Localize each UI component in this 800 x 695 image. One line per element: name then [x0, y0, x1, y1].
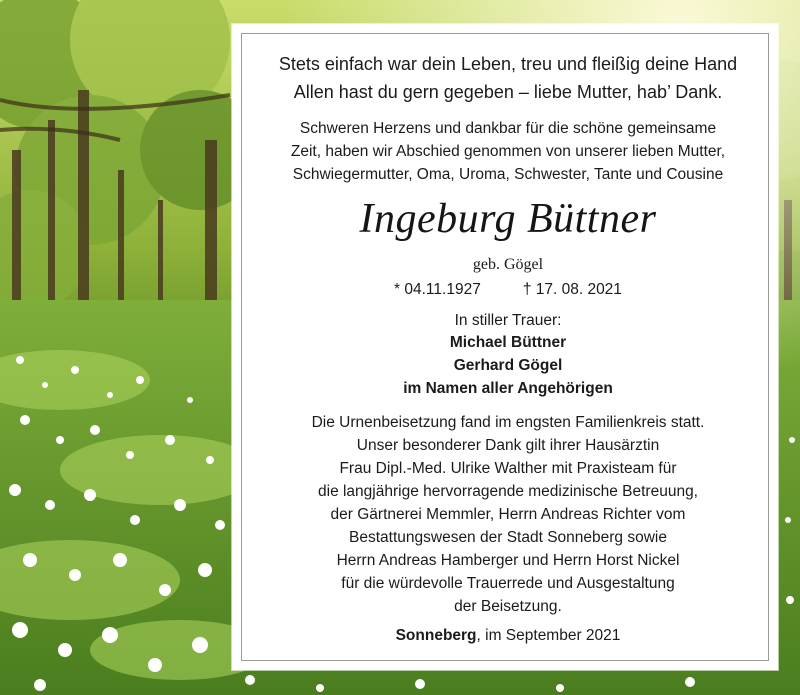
message-line: Frau Dipl.-Med. Ulrike Walther mit Praxisteam für [339, 460, 677, 477]
mourners-heading: In stiller Trauer: [454, 312, 562, 329]
obituary-card [232, 24, 778, 670]
intro-line-1: Schweren Herzens und dankbar für die schöne gemeinsame [299, 120, 717, 137]
message-line: der Beisetzung. [454, 598, 562, 615]
mourner-name: Michael Büttner [449, 334, 567, 351]
footer-place-date [235, 627, 781, 645]
footer-place: Sonneberg [395, 627, 477, 644]
intro-line-3: Schwiegermutter, Oma, Uroma, Schwester, Tante und Cousine [292, 166, 724, 183]
message-line: für die würdevolle Trauerrede und Ausgestaltung [341, 575, 675, 592]
obituary-content [235, 27, 781, 673]
mourner-name: im Namen aller Angehörigen [403, 380, 613, 397]
life-dates [235, 281, 781, 299]
message-line: Unser besonderer Dank gilt ihrer Hausärztin [356, 437, 660, 454]
message-line: Die Urnenbeisetzung fand im engsten Familienkreis statt. [311, 414, 705, 431]
message-line: Bestattungswesen der Stadt Sonneberg sowie [349, 529, 667, 546]
poem-line-2: Allen hast du gern gegeben – liebe Mutter, hab’ Dank. [293, 82, 723, 102]
death-date: † 17. 08. 2021 [522, 281, 622, 298]
poem-line-1: Stets einfach war dein Leben, treu und fleißig deine Hand [278, 54, 738, 74]
birth-date: * 04.11.1927 [394, 281, 481, 298]
message-line: der Gärtnerei Memmler, Herrn Andreas Richter vom [330, 506, 686, 523]
maiden-name: geb. Gögel [472, 256, 544, 273]
intro-line-2: Zeit, haben wir Abschied genommen von unserer lieben Mutter, [290, 143, 726, 160]
footer-date: , im September 2021 [476, 627, 621, 644]
mourner-name: Gerhard Gögel [453, 357, 563, 374]
message-line: Herrn Andreas Hamberger und Herrn Horst Nickel [336, 552, 680, 569]
deceased-name: Ingeburg Büttner [359, 196, 657, 242]
message-line: die langjährige hervorragende medizinische Betreuung, [318, 483, 698, 500]
